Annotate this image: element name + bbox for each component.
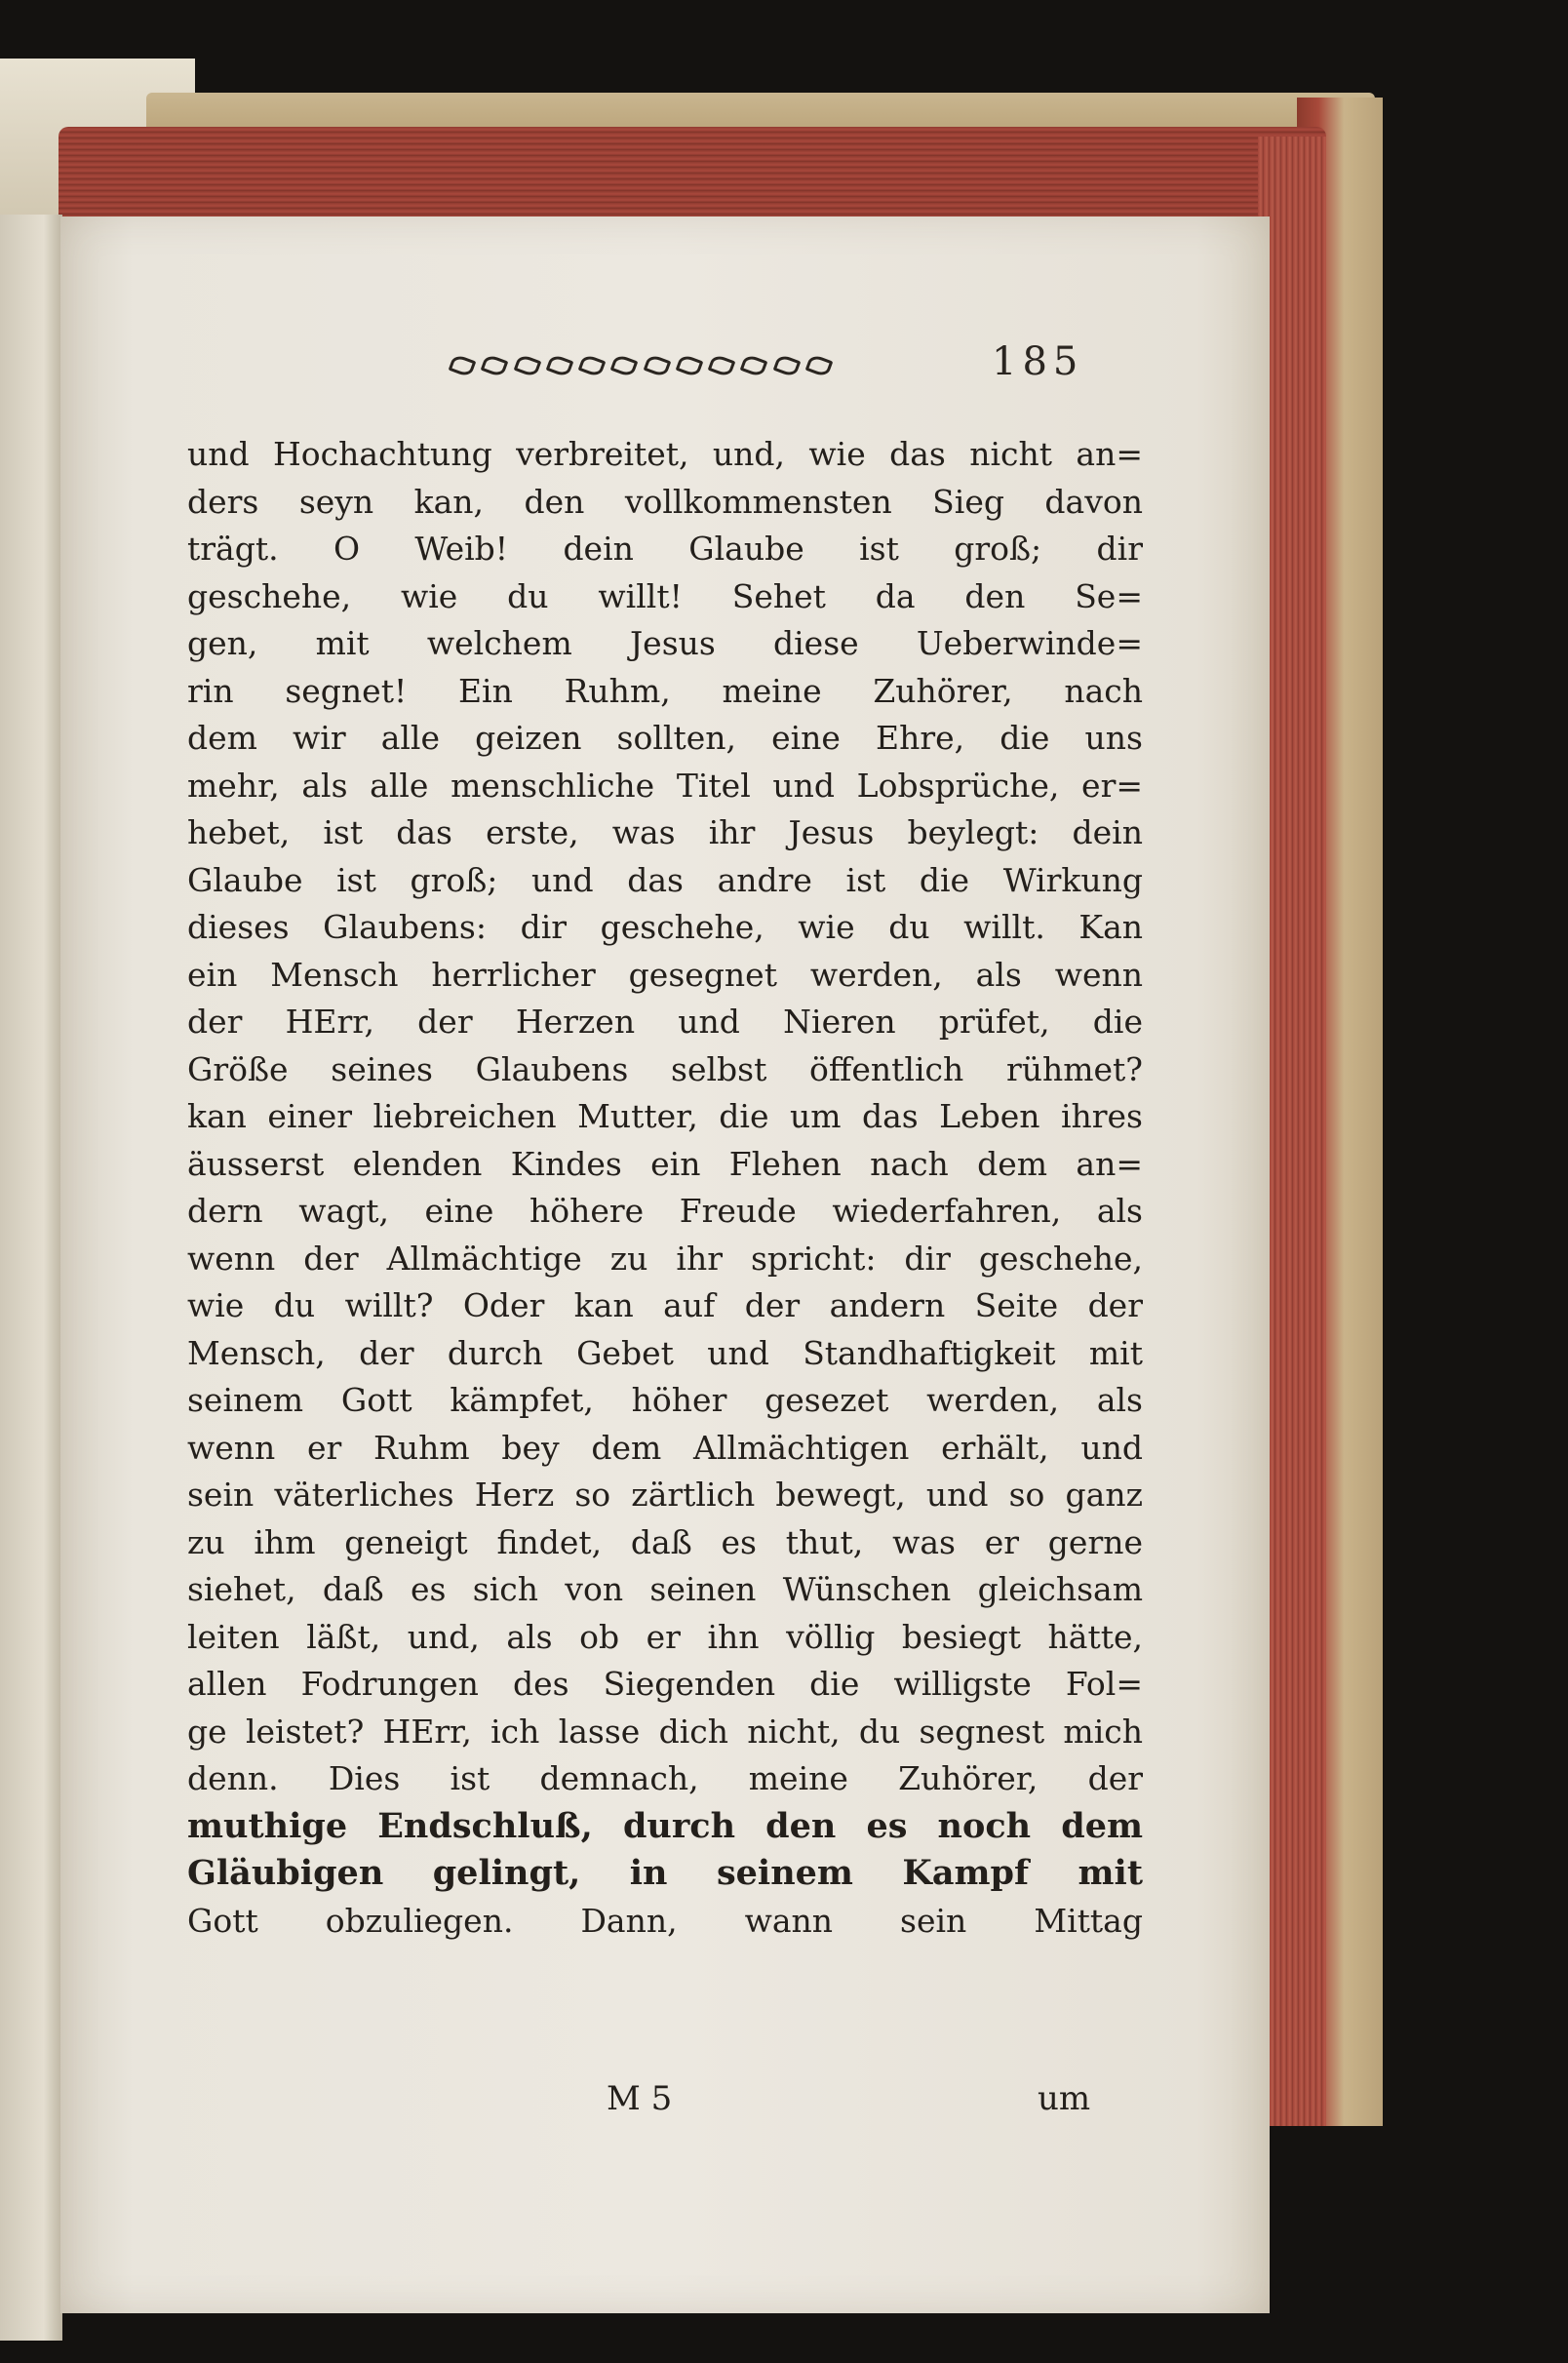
text-line: gen, mit welchem Jesus diese Ueberwinde= (187, 624, 1143, 662)
text-line: Mensch, der durch Gebet und Standhaftigkeit mit (187, 1333, 1143, 1372)
header-ornament (451, 351, 831, 380)
body-text (187, 431, 1143, 1945)
text-line: kan einer liebreichen Mutter, die um das Leben ihres (187, 1097, 1143, 1135)
text-line: äusserst elenden Kindes ein Flehen nach dem an= (187, 1144, 1143, 1183)
text-line: Größe seines Glaubens selbst öffentlich rühmet? (187, 1049, 1143, 1088)
left-page-sliver (0, 215, 62, 2341)
text-line: allen Fodrungen des Siegenden die willigste Fol= (187, 1665, 1143, 1703)
text-line: ein Mensch herrlicher gesegnet werden, als wenn (187, 955, 1143, 994)
text-line: ders seyn kan, den vollkommensten Sieg davon (187, 482, 1143, 521)
page-number: 185 (992, 339, 1084, 384)
text-line: geschehe, wie du willt! Sehet da den Se= (187, 576, 1143, 615)
text-line: denn. Dies ist demnach, meine Zuhörer, der (187, 1759, 1143, 1797)
text-line: und Hochachtung verbreitet, und, wie das nicht an= (187, 435, 1143, 473)
text-line: wie du willt? Oder kan auf der andern Seite der (187, 1286, 1143, 1324)
text-line: seinem Gott kämpfet, höher gesezet werden, als (187, 1381, 1143, 1419)
text-line: rin segnet! Ein Ruhm, meine Zuhörer, nach (187, 671, 1143, 710)
text-line: der HErr, der Herzen und Nieren prüfet, die (187, 1003, 1143, 1041)
signature-mark: M 5 (607, 2079, 673, 2118)
text-line: hebet, ist das erste, was ihr Jesus beylegt: dein (187, 813, 1143, 851)
text-line: wenn er Ruhm bey dem Allmächtigen erhält, und (187, 1428, 1143, 1467)
text-line: muthige Endschluß, durch den es noch dem (187, 1805, 1143, 1846)
text-line: wenn der Allmächtige zu ihr spricht: dir geschehe, (187, 1239, 1143, 1278)
text-line: Gläubigen gelingt, in seinem Kampf mit (187, 1853, 1143, 1893)
text-line: dieses Glaubens: dir geschehe, wie du willt. Kan (187, 908, 1143, 946)
text-line: dern wagt, eine höhere Freude wiederfahren, als (187, 1192, 1143, 1230)
text-line: trägt. O Weib! dein Glaube ist groß; dir (187, 530, 1143, 568)
book-page (60, 217, 1270, 2313)
text-line: siehet, daß es sich von seinen Wünschen gleichsam (187, 1570, 1143, 1608)
catchword: um (1038, 2079, 1091, 2118)
text-line: Gott obzuliegen. Dann, wann sein Mittag (187, 1901, 1143, 1940)
text-line: leiten läßt, und, als ob er ihn völlig besiegt hätte, (187, 1617, 1143, 1656)
text-line: ge leistet? HErr, ich lasse dich nicht, du segnest mich (187, 1712, 1143, 1751)
text-line: mehr, als alle menschliche Titel und Lobsprüche, er= (187, 766, 1143, 805)
text-line: Glaube ist groß; und das andre ist die Wirkung (187, 860, 1143, 899)
text-line: zu ihm geneigt findet, daß es thut, was er gerne (187, 1522, 1143, 1561)
text-line: dem wir alle geizen sollten, eine Ehre, die uns (187, 719, 1143, 757)
text-line: sein väterliches Herz so zärtlich bewegt, und so ganz (187, 1476, 1143, 1514)
